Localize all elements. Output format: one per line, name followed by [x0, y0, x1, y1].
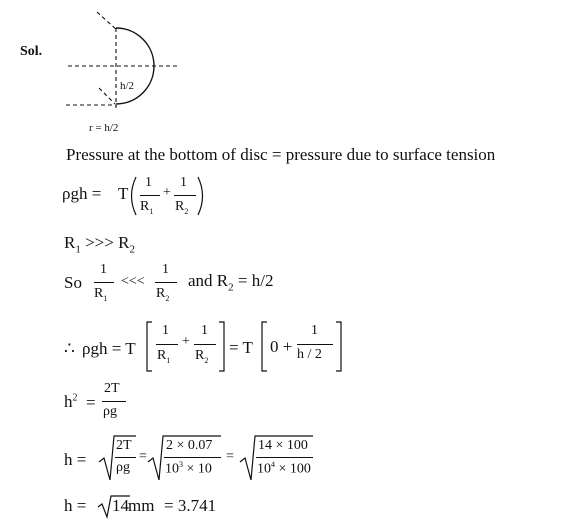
eq4-den3: $10^4 \times 100$ — [257, 460, 311, 477]
eq3-lhs: $h^2$ — [64, 392, 78, 411]
therefore-symbol: ∴ — [64, 339, 75, 358]
so-den1: $R_1$ — [94, 286, 108, 303]
radius-comparison: $R_1$ >>> $R_2$ — [64, 233, 135, 256]
eq3-equals: = — [86, 393, 96, 412]
final-unit: mm — [128, 496, 155, 515]
pressure-statement: Pressure at the bottom of disc = pressure due to surface tension — [66, 145, 496, 164]
eq2-lhs: ρgh = T — [82, 339, 136, 358]
so-and: and $R_2 = h/2$ — [188, 271, 274, 294]
eq1-plus: + — [163, 185, 171, 200]
so-op: <<< — [121, 274, 145, 289]
eq4-num3: 14 × 100 — [258, 438, 308, 453]
eq3-num: 2T — [104, 381, 120, 396]
final-rad: 14 — [112, 496, 129, 515]
solution-label: Sol. — [20, 44, 43, 59]
eq1-num2: 1 — [180, 175, 187, 190]
eq4-eq1: = — [139, 449, 147, 464]
eq2-mid: = T — [229, 338, 253, 357]
eq2-zero: 0 + — [270, 337, 293, 356]
eq1-T: T — [118, 184, 129, 203]
eq4-num2: 2 × 0.07 — [166, 438, 213, 453]
eq4-num1: 2T — [116, 438, 132, 453]
radius-caption: r = h/2 — [89, 122, 119, 134]
so-word: So — [64, 273, 82, 292]
eq4-lhs: h = — [64, 450, 87, 469]
final-lhs: h = — [64, 496, 87, 515]
eq4-eq2: = — [226, 449, 234, 464]
eq2-den1: $R_1$ — [157, 348, 171, 365]
height-label: h/2 — [120, 80, 135, 92]
eq4-den1: ρg — [116, 460, 130, 475]
so-num1: 1 — [100, 262, 107, 277]
so-den2: $R_2$ — [156, 286, 170, 303]
eq4-den2: $10^3 \times 10$ — [165, 460, 212, 477]
eq3-den: ρg — [103, 404, 117, 419]
so-num2: 1 — [162, 262, 169, 277]
eq2-num2: 1 — [201, 323, 208, 338]
eq2-num3: 1 — [311, 323, 318, 338]
final-result: = 3.741 — [164, 496, 217, 515]
eq2-den3: h / 2 — [297, 347, 322, 362]
eq2-num1: 1 — [162, 323, 169, 338]
eq1-den1: $R_1$ — [140, 199, 154, 216]
eq2-den2: $R_2$ — [195, 348, 209, 365]
eq1-num1: 1 — [145, 175, 152, 190]
eq1-lhs: ρgh = — [62, 184, 102, 203]
eq1-den2: $R_2$ — [175, 199, 189, 216]
eq2-plus: + — [182, 334, 190, 349]
